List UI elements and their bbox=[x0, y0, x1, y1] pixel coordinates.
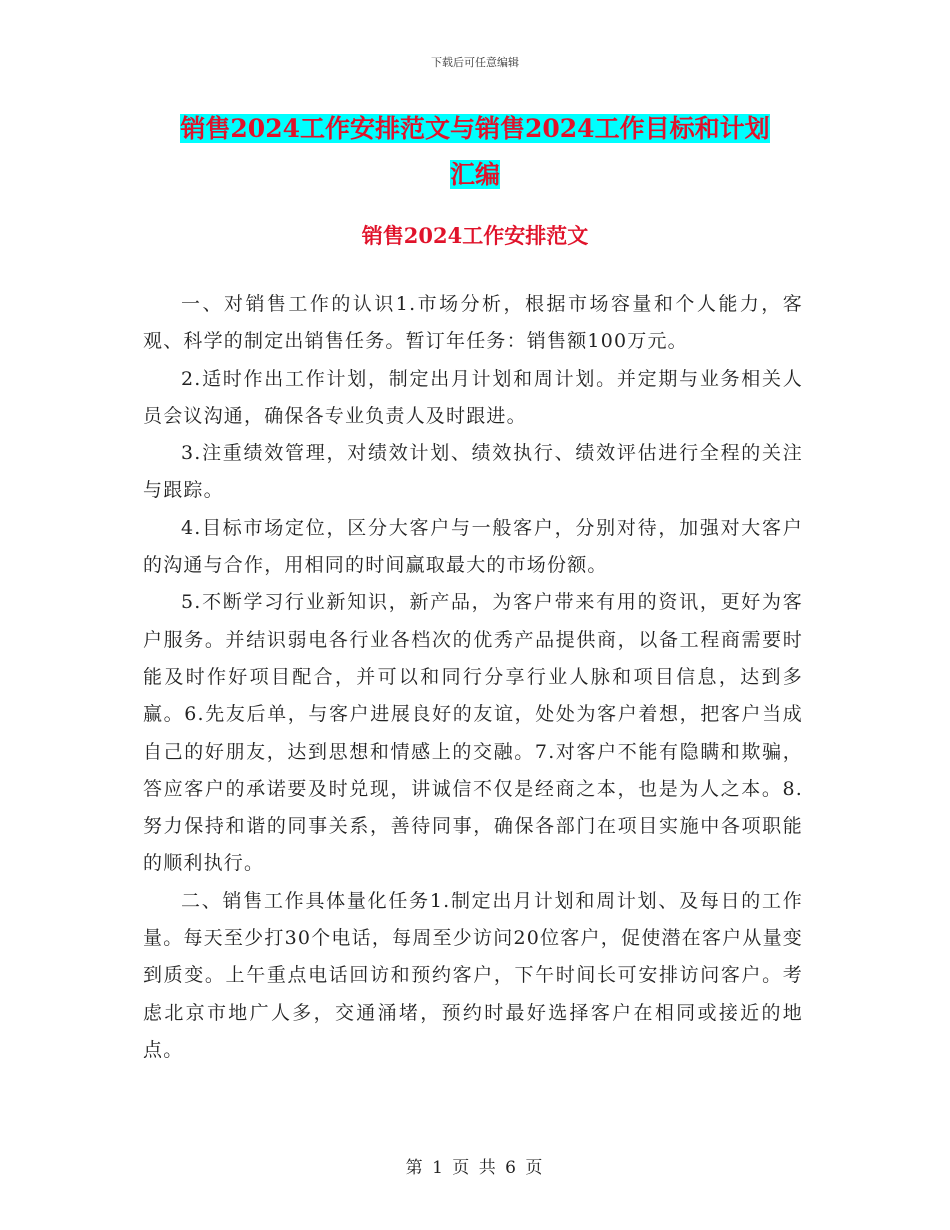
document-title-line-2: 汇编 bbox=[449, 160, 500, 189]
document-title-line-1: 销售2024工作安排范文与销售2024工作目标和计划 bbox=[180, 114, 770, 143]
document-title bbox=[140, 106, 810, 198]
paragraph: 3.注重绩效管理，对绩效计划、绩效执行、绩效评估进行全程的关注与跟踪。 bbox=[143, 442, 803, 502]
paragraph: 一、对销售工作的认识1.市场分析，根据市场容量和个人能力，客观、科学的制定出销售任务。暂订年任务：销售额100万元。 bbox=[143, 293, 803, 353]
paragraph: 4.目标市场定位，区分大客户与一般客户，分别对待，加强对大客户的沟通与合作，用相同的时间赢取最大的市场份额。 bbox=[143, 516, 803, 577]
paragraph: 5.不断学习行业新知识，新产品，为客户带来有用的资讯，更好为客户服务。并结识弱电各行业各档次的优秀产品提供商，以备工程商需要时能及时作好项目配合，并可以和同行分享行业人脉和项目信息，达到多赢。6.先友后单，与客户进展良好的友谊，处处为客户着想，把客户当成自己的好朋友，达到思想和情感上的交融。7.对客户不能有隐瞒和欺骗，答应客户的承诺要及时兑现，讲诚信不仅是经商之本，也是为人之本。8.努力保持和谐的同事关系，善待同事，确保各部门在项目实施中各项职能的顺利执行。 bbox=[143, 591, 803, 875]
page-footer: 第 1 页 共 6 页 bbox=[405, 1158, 545, 1178]
paragraph: 二、销售工作具体量化任务1.制定出月计划和周计划、及每日的工作量。每天至少打30个电话，每周至少访问20位客户，促使潜在客户从量变到质变。上午重点电话回访和预约客户，下午时间长可安排访问客户。考虑北京市地广人多，交通涌堵，预约时最好选择客户在相同或接近的地点。 bbox=[143, 889, 803, 1061]
section-title: 销售2024工作安排范文 bbox=[361, 223, 589, 248]
header-note: 下载后可任意编辑 bbox=[431, 56, 519, 69]
paragraph: 2.适时作出工作计划，制定出月计划和周计划。并定期与业务相关人员会议沟通，确保各专业负责人及时跟进。 bbox=[143, 367, 803, 427]
document-body bbox=[143, 286, 803, 1069]
